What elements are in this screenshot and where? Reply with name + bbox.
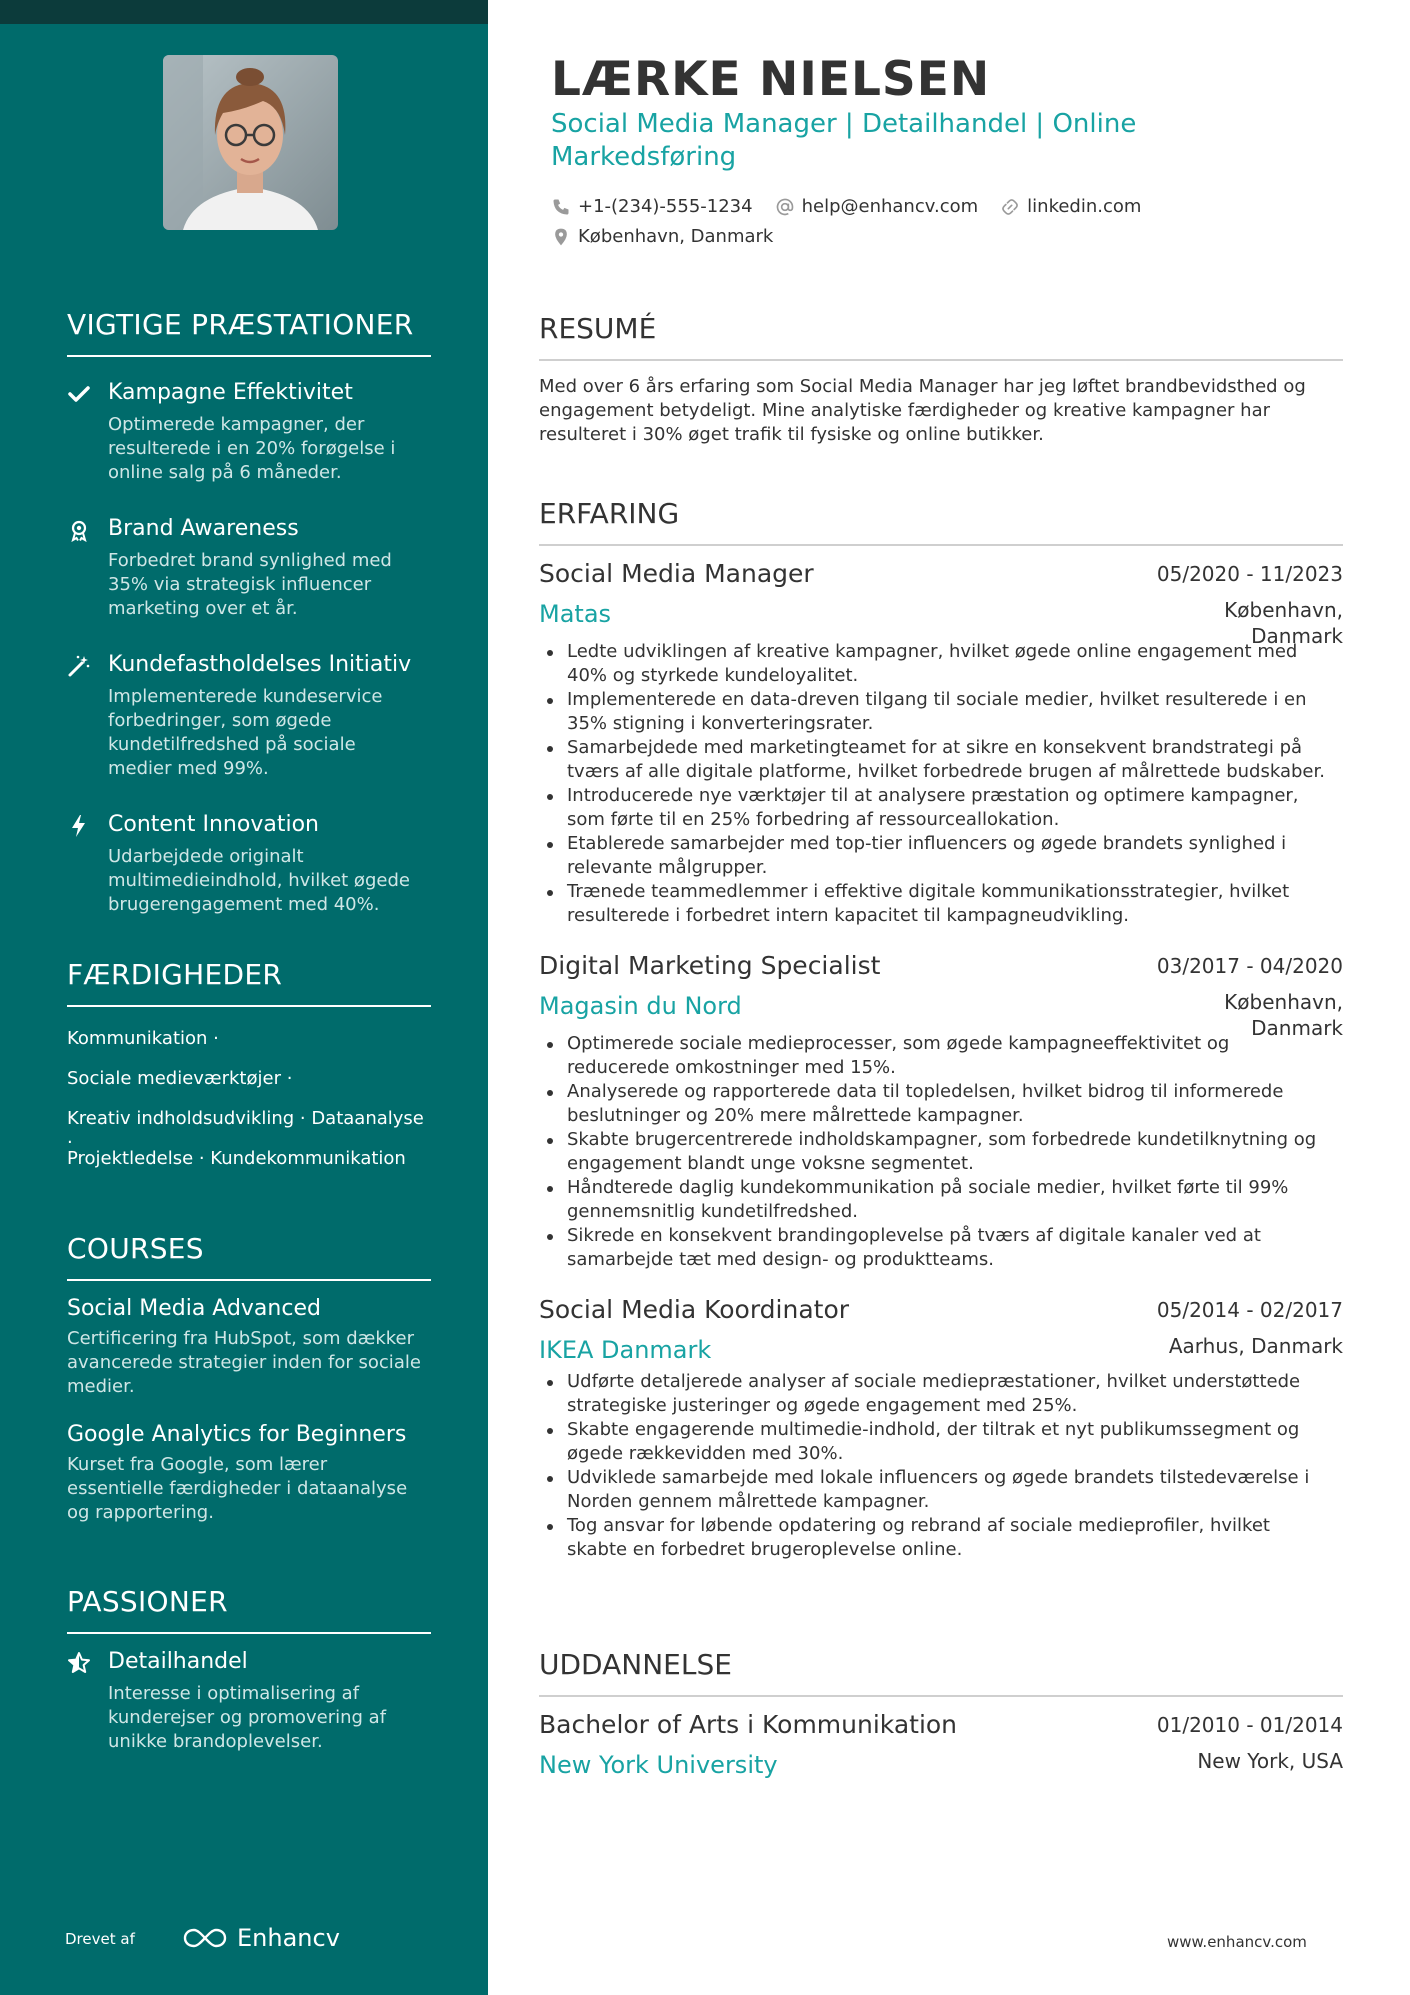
contact-email[interactable]: help@enhancv.com [775,196,979,217]
school-name: New York University [539,1751,778,1779]
job-bullet: Skabte brugercentrerede indholdskampagner, som forbedrede kundetilknytning og engagement blandt unge voksne segmentet. [539,1128,1343,1176]
skills-heading: FÆRDIGHEDER [67,958,431,1007]
skill-line: Sociale medieværktøjer · [67,1068,293,1089]
passion-title: Detailhandel [108,1649,248,1674]
job-company: IKEA Danmark [539,1336,712,1364]
checkmark-icon [67,382,91,406]
enhancv-logo-icon [183,1927,227,1949]
job-company: Matas [539,600,612,628]
job-bullets [539,1032,1343,1272]
course-title: Google Analytics for Beginners [67,1422,407,1447]
job-bullet: Trænede teammedlemmer i effektive digitale kommunikationsstrategier, hvilket resulterede i forbedret intern kapacitet til kampagneudvikling. [539,880,1343,928]
summary-section [539,312,1343,447]
powered-by-label: Drevet af [65,1930,135,1948]
course-item [67,1295,431,1399]
achievements-heading: VIGTIGE PRÆSTATIONER [67,308,431,357]
contact-row-location [551,226,795,247]
experience-heading: ERFARING [539,497,1343,546]
job-bullet: Håndterede daglig kundekommunikation på sociale medier, hvilket førte til 99% gennemsnitlig kundetilfredshed. [539,1176,1343,1224]
job-dates: 03/2017 - 04/2020 [1156,954,1343,978]
achievement-description: Implementerede kundeservice forbedringer, som øgede kundetilfredshed på sociale medier med 99%. [108,686,383,779]
skill-line: Kreativ indholdsudvikling · Dataanalyse · [67,1108,424,1153]
job-bullets [539,1370,1343,1562]
job-bullet: Samarbejdede med marketingteamet for at sikre en konsekvent brandstrategi på tværs af alle digitale platforme, hvilket forbedrede brugen af målrettede budskaber. [539,736,1343,784]
achievement-item [67,515,431,621]
enhancv-logo[interactable] [183,1924,340,1952]
achievements-section [67,308,431,917]
phone-icon [551,197,571,217]
contact-linkedin[interactable]: linkedin.com [1000,196,1141,217]
job-location: Aarhus, Danmark [1168,1334,1343,1358]
job-title: Digital Marketing Specialist [539,951,881,980]
job-location: København, Danmark [1224,598,1343,648]
summary-heading: RESUMÉ [539,312,1343,361]
star-half-icon [67,1651,91,1675]
contact-location: København, Danmark [551,226,773,247]
experience-section [539,497,1343,1562]
job-bullet: Optimerede sociale medieprocesser, som øgede kampagneeffektivitet og reducerede omkostninger med 15%. [539,1032,1343,1080]
sidebar [0,0,488,1995]
job-dates: 05/2014 - 02/2017 [1156,1298,1343,1322]
footer-url[interactable]: www.enhancv.com [1167,1933,1307,1951]
job-entry [539,950,1343,1272]
achievement-title: Kampagne Effektivitet [108,380,353,405]
skills-list [67,1021,431,1181]
skills-section [67,958,431,1181]
candidate-subtitle: Social Media Manager | Detailhandel | Online Markedsføring [551,109,1137,172]
passions-heading: PASSIONER [67,1585,431,1634]
passion-item [67,1648,431,1754]
job-bullet: Udførte detaljerede analyser af sociale mediepræstationer, hvilket understøttede strategiske justeringer og øgede engagement med 25%. [539,1370,1343,1418]
education-section [539,1648,1343,1781]
achievement-item [67,811,431,917]
job-entry [539,1294,1343,1562]
sidebar-top-band [0,0,488,24]
achievement-title: Kundefastholdelses Initiativ [108,652,412,677]
job-bullet: Skabte engagerende multimedie-indhold, der tiltrak et nyt publikumssegment og øgede rækkevidden med 30%. [539,1418,1343,1466]
courses-section [67,1232,431,1525]
profile-photo [163,55,338,230]
achievement-description: Forbedret brand synlighed med 35% via strategisk influencer marketing over et år. [108,550,392,619]
job-bullet: Tog ansvar for løbende opdatering og rebrand af sociale medieprofiler, hvilket skabte en forbedret brugeroplevelse online. [539,1514,1343,1562]
education-location: New York, USA [1197,1749,1343,1773]
contact-row [551,196,1163,217]
courses-heading: COURSES [67,1232,431,1281]
job-bullet: Udviklede samarbejde med lokale influencers og øgede brandets tilstedeværelse i Norden gennem målrettede kampagner. [539,1466,1343,1514]
achievement-description: Optimerede kampagner, der resulterede i en 20% forøgelse i online salg på 6 måneder. [108,414,396,483]
job-title: Social Media Manager [539,559,814,588]
job-title: Social Media Koordinator [539,1295,850,1324]
job-bullet: Introducerede nye værktøjer til at analysere præstation og optimere kampagner, som førte til en 25% forbedring af ressourceallokation. [539,784,1343,832]
education-heading: UDDANNELSE [539,1648,1343,1697]
job-bullet: Implementerede en data-dreven tilgang til sociale medier, hvilket resulterede i en 35% stigning i konverteringsrater. [539,688,1343,736]
achievement-description: Udarbejdede originalt multimedieindhold, hvilket øgede brugerengagement med 40%. [108,846,410,915]
achievement-item [67,651,431,781]
at-sign-icon [775,197,795,217]
course-description: Kurset fra Google, som lærer essentielle færdigheder i dataanalyse og rapportering. [67,1454,408,1523]
passions-section [67,1585,431,1754]
magic-wand-icon [67,654,91,678]
contact-phone[interactable]: +1-(234)-555-1234 [551,196,753,217]
education-entry [539,1709,1343,1781]
achievement-item [67,379,431,485]
award-ribbon-icon [67,518,91,542]
enhancv-logo-text: Enhancv [237,1924,340,1952]
skill-line: Kommunikation · [67,1028,219,1049]
job-bullets [539,640,1343,928]
job-location: København, Danmark [1224,990,1343,1040]
course-title: Social Media Advanced [67,1296,321,1321]
link-icon [1000,197,1020,217]
job-bullet: Ledte udviklingen af kreative kampagner, hvilket øgede online engagement med 40% og styrkede kundeloyalitet. [539,640,1343,688]
passion-description: Interesse i optimalisering af kunderejser og promovering af unikke brandoplevelser. [108,1683,387,1752]
location-pin-icon [551,227,571,247]
course-item [67,1421,431,1525]
job-company: Magasin du Nord [539,992,742,1020]
degree-title: Bachelor of Arts i Kommunikation [539,1710,958,1739]
job-bullet: Sikrede en konsekvent brandingoplevelse på tværs af digitale kanaler ved at samarbejde tæt med design- og produktteams. [539,1224,1343,1272]
course-description: Certificering fra HubSpot, som dækker avancerede strategier inden for sociale medier. [67,1328,421,1397]
job-bullet: Analyserede og rapporterede data til topledelsen, hvilket bidrog til informerede beslutninger og 20% mere målrettede kampagner. [539,1080,1343,1128]
job-bullet: Etablerede samarbejder med top-tier influencers og øgede brandets synlighed i relevante målgrupper. [539,832,1343,880]
summary-text: Med over 6 års erfaring som Social Media Manager har jeg løftet brandbevidsthed og engagement betydeligt. Mine analytiske færdigheder og kreative kampagner har resulteret i 30% øget trafik til fysiske og online butikker. [539,376,1306,445]
job-entry [539,558,1343,928]
lightning-bolt-icon [67,814,91,838]
achievement-title: Brand Awareness [108,516,299,541]
skill-line: Projektledelse · Kundekommunikation [67,1148,406,1169]
achievement-title: Content Innovation [108,812,319,837]
candidate-name: LÆRKE NIELSEN [551,52,991,107]
education-dates: 01/2010 - 01/2014 [1156,1713,1343,1737]
job-dates: 05/2020 - 11/2023 [1156,562,1343,586]
